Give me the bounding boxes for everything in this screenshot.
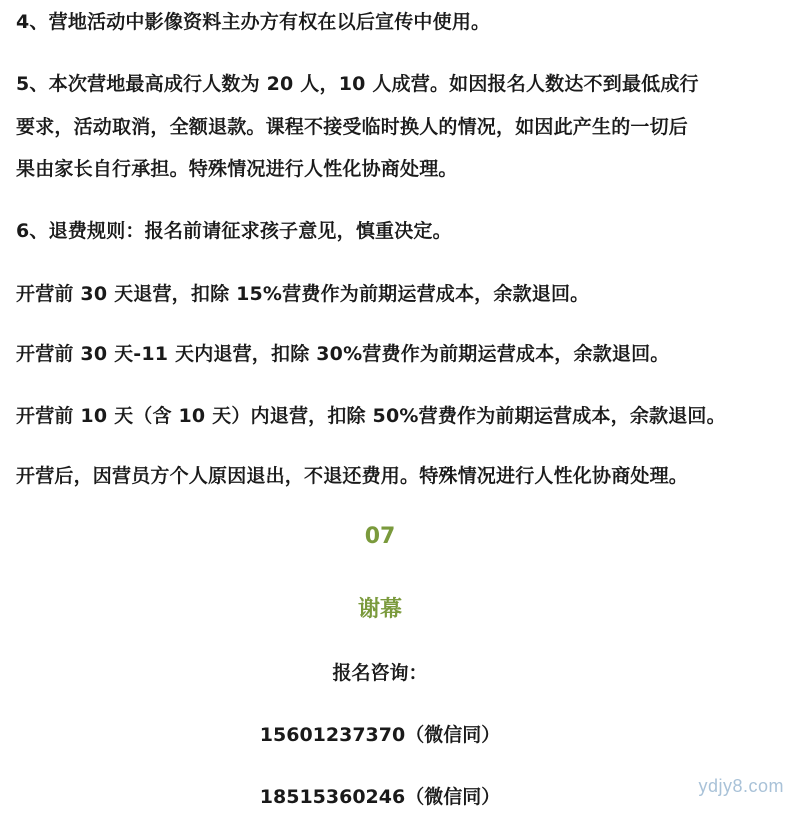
rule-item-5-line-1: 5、本次营地最高成行人数为 20 人，10 人成营。如因报名人数达不到最低成行 [16,73,699,95]
watermark: ydjy8.com [698,776,784,796]
rule-item-5-line-2: 要求，活动取消，全额退款。课程不接受临时换人的情况，如因此产生的一切后 [16,116,689,138]
section-title: 谢幕 [357,597,402,622]
refund-rule-2: 开营前 30 天-11 天内退营，扣除 30%营费作为前期运营成本，余款退回。 [16,343,670,365]
rule-item-5-line-3: 果由家长自行承担。特殊情况进行人性化协商处理。 [16,158,458,180]
section-number: 07 [364,524,396,549]
rule-item-6: 6、退费规则：报名前请征求孩子意见，慎重决定。 [16,220,452,242]
contact-label: 报名咨询： [332,662,428,684]
refund-rule-3: 开营前 10 天（含 10 天）内退营，扣除 50%营费作为前期运营成本，余款退回。 [16,405,726,427]
contact-phone-2: 18515360246（微信同） [259,786,501,808]
refund-rule-1: 开营前 30 天退营，扣除 15%营费作为前期运营成本，余款退回。 [16,283,590,305]
refund-rule-4: 开营后，因营员方个人原因退出，不退还费用。特殊情况进行人性化协商处理。 [16,465,689,487]
rule-item-4: 4、营地活动中影像资料主办方有权在以后宣传中使用。 [16,11,491,33]
contact-phone-1: 15601237370（微信同） [259,724,501,746]
